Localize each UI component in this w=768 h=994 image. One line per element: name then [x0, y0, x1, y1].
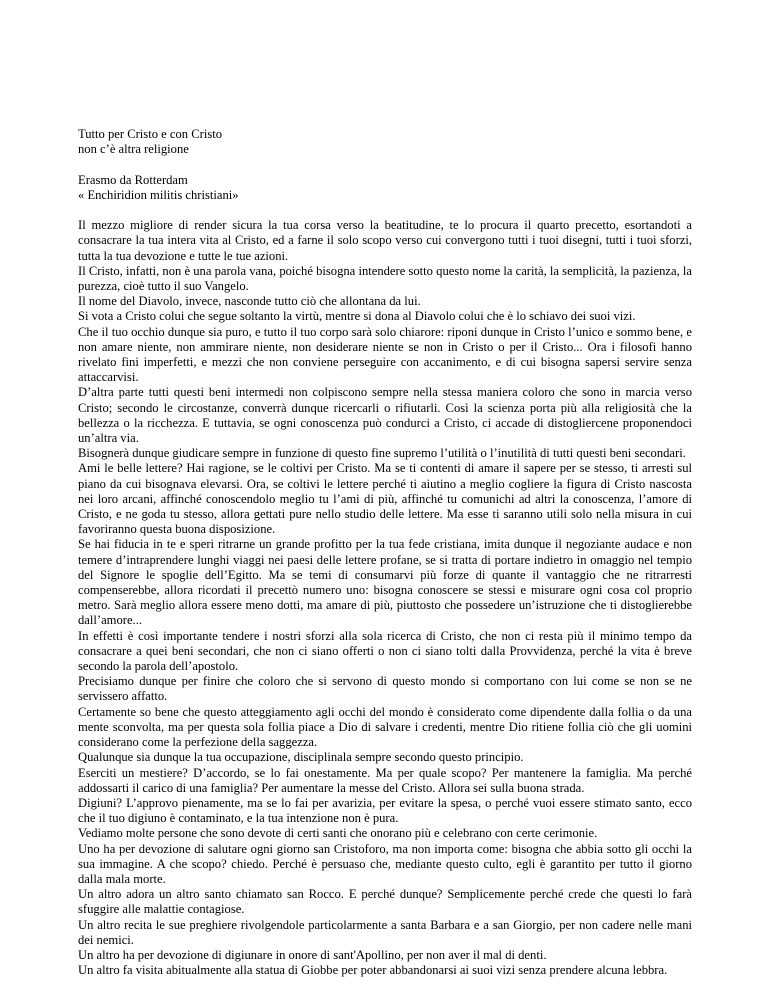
paragraph: Ami le belle lettere? Hai ragione, se le coltivi per Cristo. Ma se ti contenti di amare il sapere per se stesso, ti arresti sul piano da cui bisognava elevarsi. Ora, se coltivi le lettere perché ti aiutino a meglio cogliere la figura di Cristo nascosta nei loro arcani, affinché conoscendolo meglio tu l’ami di più, affinché tu comunichi ad altri la conoscenza, l’amore di Cristo, e ne goda tu stesso, allora gettati pure nello studio delle lettere. Ma esse ti saranno utili solo nella misura in cui favoriranno questa buona disposizione.	[78, 461, 692, 537]
paragraph: Bisognerà dunque giudicare sempre in funzione di questo fine supremo l’utilità o l’inutilità di tutti questi beni secondari.	[78, 446, 686, 461]
spacer	[78, 157, 692, 172]
paragraph: Se hai fiducia in te e speri ritrarne un grande profitto per la tua fede cristiana, imita dunque il negoziante audace e non temere d’intraprendere lunghi viaggi nei paesi delle lettere profane, se si tratta di portare indietro in omaggio nel tempio del Signore le spoglie dell’Egitto. Ma se temi di consumarvi più forze di quante il vantaggio che ne ritrarresti compenserebbe, allora ricordati il precettò numero uno: bisogna conoscere se stessi e misurare ogni cosa col proprio metro. Sarà meglio allora essere meno dotti, ma amare di più, piuttosto che possedere un’istruzione che ti distoglierebbe dall’amore...	[78, 537, 692, 628]
document-page	[78, 127, 692, 978]
paragraph: Il mezzo migliore di render sicura la tua corsa verso la beatitudine, te lo procura il quarto precetto, esortandoti a consacrare la tua intera vita al Cristo, ed a farne il solo scopo verso cui convergono tutti i tuoi disegni, tutti i tuoi sforzi, tutta la tua devozione e tutte le tue azioni.	[78, 218, 692, 263]
title-line-1: Tutto per Cristo e con Cristo	[78, 127, 223, 141]
paragraph: D’altra parte tutti questi beni intermedi non colpiscono sempre nella stessa maniera coloro che sono in marcia verso Cristo; secondo le circostanze, converrà dunque ricercarli o rifiutarli. Così la scienza porta più alla religiosità che la bellezza o la ricchezza. E tuttavia, se ogni conoscenza può condurci a Cristo, ci accade di distogliercene proponendoci un’altra via.	[78, 385, 692, 446]
paragraph: Si vota a Cristo colui che segue soltanto la virtù, mentre si dona al Diavolo colui che è lo schiavo dei suoi vizi.	[78, 309, 636, 324]
paragraph: Il nome del Diavolo, invece, nasconde tutto ciò che allontana da lui.	[78, 294, 421, 309]
body-text	[78, 218, 692, 978]
paragraph: Il Cristo, infatti, non è una parola vana, poiché bisogna intendere sotto questo nome la carità, la semplicità, la pazienza, la purezza, cioè tutto il suo Vangelo.	[78, 263, 692, 293]
paragraph: Un altro fa visita abitualmente alla statua di Giobbe per poter abbandonarsi ai suoi vizi senza prendere alcuna lebbra.	[78, 963, 668, 978]
paragraph: Vediamo molte persone che sono devote di certi santi che onorano più e celebrano con certe cerimonie.	[78, 826, 598, 841]
attribution-block	[78, 173, 692, 203]
paragraph: Un altro adora un altro santo chiamato san Rocco. E perché dunque? Semplicemente perché crede che questi lo farà sfuggire alle malattie contagiose.	[78, 887, 692, 917]
paragraph: Un altro ha per devozione di digiunare in onore di sant'Apollino, per non aver il mal di denti.	[78, 947, 547, 962]
paragraph: Certamente so bene che questo atteggiamento agli occhi del mondo è considerato come dipendente dalla follia o da una mente sconvolta, ma per questa sola follia piace a Dio di salvare i credenti, mentre Dio ritiene follia ciò che gli uomini considerano come la perfezione della saggezza.	[78, 704, 692, 750]
title-line-2: non c’è altra religione	[78, 142, 189, 157]
paragraph: Uno ha per devozione di salutare ogni giorno san Cristoforo, ma non importa come: bisogna che abbia sotto gli occhi la sua immagine. A che scopo? chiedo. Perché è persuaso che, mediante questo culto, egli è garantito per tutto il giorno dalla mala morte.	[78, 841, 692, 886]
paragraph: In effetti è così importante tendere i nostri sforzi alla sola ricerca di Cristo, che non ci resta più il minimo tempo da consacrare a quei beni secondari, che non ci siano offerti o non ci siano tolti dalla Provvidenza, perché la vita è breve secondo la parola dell’apostolo.	[78, 628, 692, 674]
paragraph: Digiuni? L’approvo pienamente, ma se lo fai per avarizia, per evitare la spesa, o perché vuoi essere stimato santo, ecco che il tuo digiuno è contaminato, e la tua intenzione non è pura.	[78, 795, 692, 826]
paragraph: Qualunque sia dunque la tua occupazione, disciplinala sempre secondo questo principio.	[78, 750, 524, 765]
title-block	[78, 127, 692, 157]
paragraph: Precisiamo dunque per finire che coloro che si servono di questo mondo si comportano con lui come se non se ne servissero affatto.	[78, 674, 692, 704]
source-title: « Enchiridion militis christiani»	[78, 187, 239, 202]
paragraph: Un altro recita le sue preghiere rivolgendole particolarmente a santa Barbara e a san Giorgio, per non cadere nelle mani dei nemici.	[78, 917, 692, 947]
spacer	[78, 203, 692, 218]
paragraph: Che il tuo occhio dunque sia puro, e tutto il tuo corpo sarà solo chiarore: riponi dunque in Cristo l’unico e sommo bene, e non amare niente, non ammirare niente, non desiderare niente se non in Cristo o per il Cristo... Ora i filosofi hanno rivelato fini imperfetti, e mezzi che non conviene perseguire con accanimento, e di cui bisogna sapersi servire senza attaccarvisi.	[78, 324, 692, 385]
paragraph: Eserciti un mestiere? D’accordo, se lo fai onestamente. Ma per quale scopo? Per mantenere la famiglia. Ma perché addossarti il carico di una famiglia? Per aumentare la messe del Cristo. Allora sei sulla buona strada.	[78, 765, 692, 795]
author: Erasmo da Rotterdam	[78, 172, 188, 187]
